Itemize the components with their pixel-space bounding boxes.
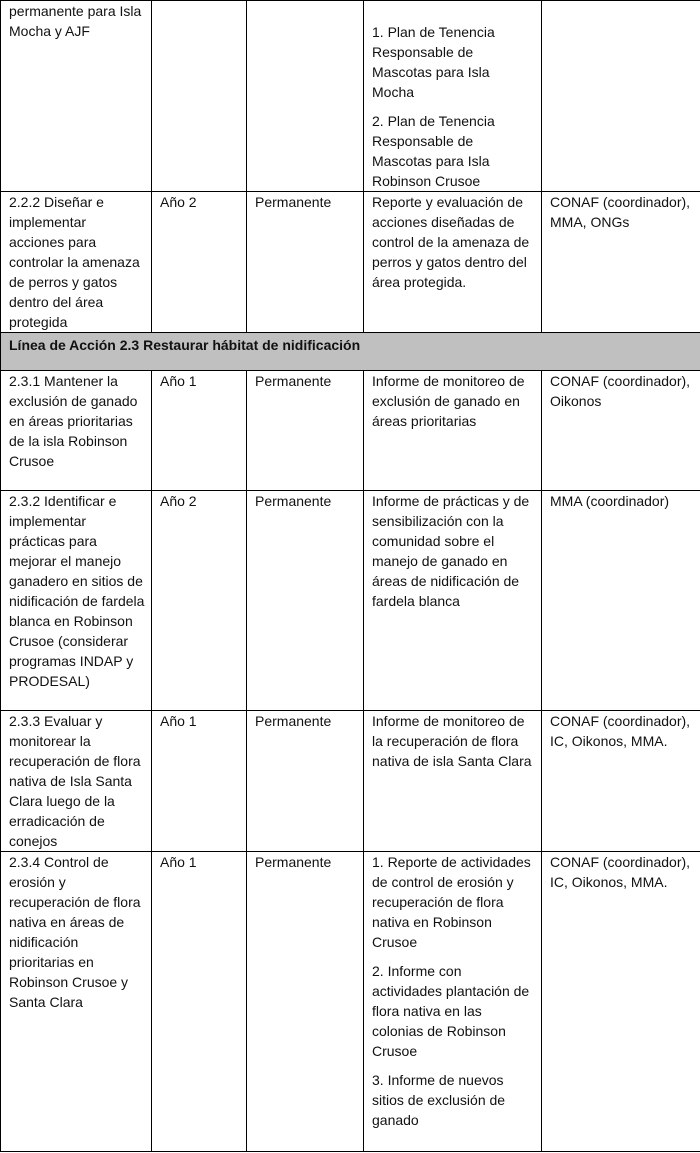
indicator-cell <box>364 192 542 333</box>
section-header-row <box>1 333 700 371</box>
table-row <box>1 711 700 852</box>
responsible-cell: CONAF (coordinador), IC, Oikonos, MMA. <box>542 852 700 1152</box>
table-row <box>1 852 700 1152</box>
table-row <box>1 371 700 491</box>
responsible-cell: CONAF (coordinador), Oikonos <box>542 371 700 491</box>
indicator-cell <box>364 711 542 852</box>
indicator-item: 3. Informe de nuevos sitios de exclusión de ganado <box>372 1072 506 1128</box>
year-cell: Año 2 <box>152 192 247 333</box>
activity-cell: 2.3.2 Identificar e implementar prácticas para mejorar el manejo ganadero en sitios de nidificación de fardela blanca en Robinson Crusoe (considerar programas INDAP y PRODESAL) <box>1 491 152 711</box>
indicator-item: Informe de monitoreo de exclusión de ganado en áreas prioritarias <box>372 373 525 429</box>
indicator-item: 2. Plan de Tenencia Responsable de Mascotas para Isla Robinson Crusoe <box>372 113 495 189</box>
table-row <box>1 192 700 333</box>
activity-cell: 2.2.2 Diseñar e implementar acciones para controlar la amenaza de perros y gatos dentro del área protegida <box>1 192 152 333</box>
indicator-item: 1. Reporte de actividades de control de erosión y recuperación de flora nativa en Robinson Crusoe <box>372 854 531 950</box>
indicator-item: 2. Informe con actividades plantación de flora nativa en las colonias de Robinson Crusoe <box>372 963 530 1059</box>
year-cell: Año 1 <box>152 852 247 1152</box>
responsible-cell: CONAF (coordinador), IC, Oikonos, MMA. <box>542 711 700 852</box>
indicator-item: Informe de prácticas y de sensibilización con la comunidad sobre el manejo de ganado en áreas de nidificación de fardela blanca <box>372 493 530 609</box>
year-cell <box>152 1 247 192</box>
activity-cell: 2.3.4 Control de erosión y recuperación de flora nativa en áreas de nidificación prioritarias en Robinson Crusoe y Santa Clara <box>1 852 152 1152</box>
year-cell: Año 1 <box>152 711 247 852</box>
indicator-cell <box>364 371 542 491</box>
indicator-item: Reporte y evaluación de acciones diseñadas de control de la amenaza de perros y gatos dentro del área protegida. <box>372 194 530 290</box>
indicator-item: 1. Plan de Tenencia Responsable de Mascotas para Isla Mocha <box>372 24 495 100</box>
activity-cell: permanente para Isla Mocha y AJF <box>1 1 152 192</box>
frequency-cell <box>247 1 364 192</box>
indicator-cell <box>364 852 542 1152</box>
frequency-cell: Permanente <box>247 711 364 852</box>
responsible-cell: MMA (coordinador) <box>542 491 700 711</box>
year-cell: Año 1 <box>152 371 247 491</box>
indicator-cell <box>364 1 542 192</box>
indicator-item: Informe de monitoreo de la recuperación de flora nativa de isla Santa Clara <box>372 713 532 769</box>
responsible-cell <box>542 1 700 192</box>
activity-cell: 2.3.3 Evaluar y monitorear la recuperación de flora nativa de Isla Santa Clara luego de la erradicación de conejos <box>1 711 152 852</box>
frequency-cell: Permanente <box>247 852 364 1152</box>
frequency-cell: Permanente <box>247 192 364 333</box>
frequency-cell: Permanente <box>247 371 364 491</box>
year-cell: Año 2 <box>152 491 247 711</box>
section-title: Línea de Acción 2.3 Restaurar hábitat de nidificación <box>1 333 700 371</box>
table-row <box>1 1 700 192</box>
frequency-cell: Permanente <box>247 491 364 711</box>
responsible-cell: CONAF (coordinador), MMA, ONGs <box>542 192 700 333</box>
activity-cell: 2.3.1 Mantener la exclusión de ganado en áreas prioritarias de la isla Robinson Crusoe <box>1 371 152 491</box>
table-row <box>1 491 700 711</box>
indicator-cell <box>364 491 542 711</box>
